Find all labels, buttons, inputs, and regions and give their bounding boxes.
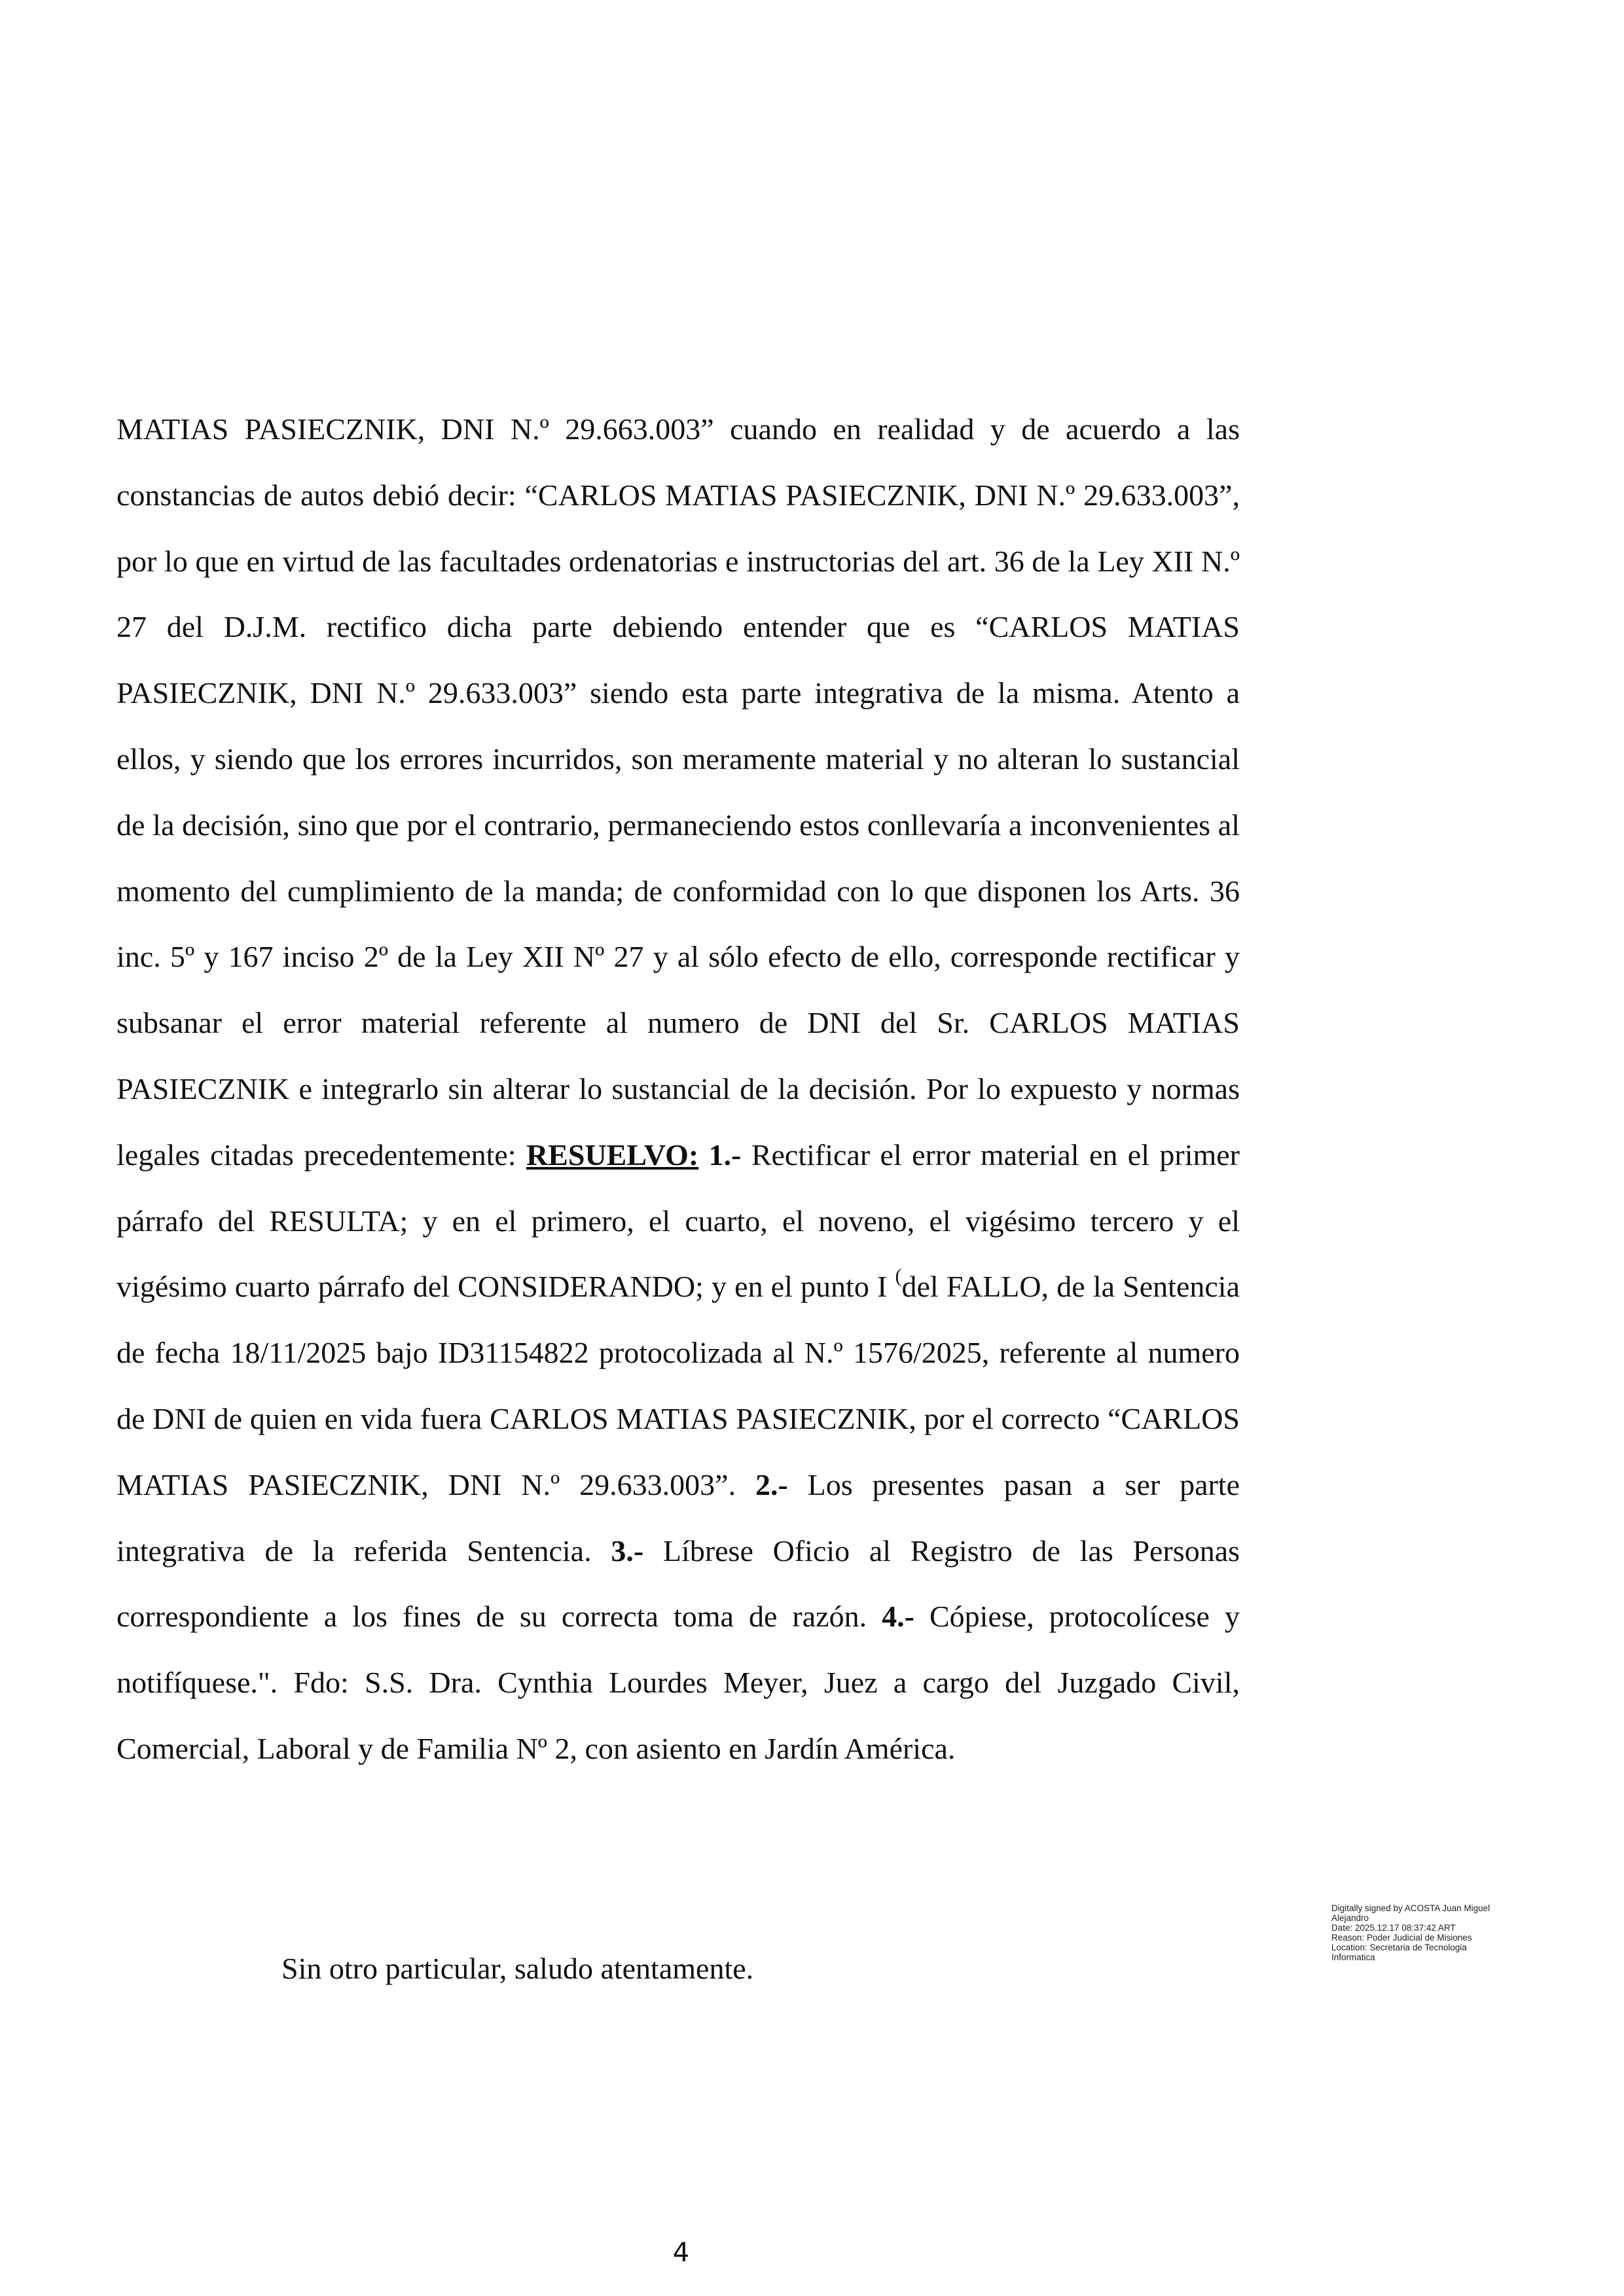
item-2-text: Los presentes pasan a ser parte integrativa de la referida Sentencia. <box>117 1467 1240 1568</box>
item-1-number: 1.- <box>708 1138 742 1172</box>
page-number: 4 <box>672 2238 690 2268</box>
document-body <box>117 397 1240 1782</box>
item-2-number: 2.- <box>755 1467 788 1501</box>
signature-line-signer: Digitally signed by ACOSTA Juan Miguel <box>1331 1903 1490 1913</box>
item-4-text: Cópiese, protocolícese y notifíquese.". Fdo: S.S. Dra. Cynthia Lourdes Meyer, Juez a cargo del Juzgado Civil, Comercial, Laboral y de Familia Nº 2, con asiento en Jardín América. <box>117 1600 1240 1765</box>
item-1-text-b: del FALLO, de la Sentencia de fecha 18/11/2025 bajo ID31154822 protocolizada al N.º 1576/2025, referente al numero de DNI de quien en vida fuera CARLOS MATIAS PASIECZNIK, por el correcto “CARLOS MATIAS PASIECZNIK, DNI N.º 29.633.003”. <box>117 1270 1240 1501</box>
main-paragraph <box>117 397 1240 1782</box>
signature-line-location: Location: Secretaria de Tecnologia <box>1331 1943 1467 1952</box>
signature-line-reason: Reason: Poder Judicial de Misiones <box>1331 1933 1472 1943</box>
signature-line-location-cont: Informatica <box>1331 1952 1375 1962</box>
stray-parenthesis: ( <box>895 1265 902 1287</box>
item-1-text-a: Rectificar el error material en el primer párrafo del RESULTA; y en el primero, el cuarto, el noveno, el vigésimo tercero y el vigésimo cuarto párrafo del CONSIDERANDO; y en el punto I <box>117 1138 1240 1304</box>
signature-line-date: Date: 2025.12.17 08:37:42 ART <box>1331 1923 1456 1933</box>
item-3-number: 3.- <box>611 1534 644 1568</box>
signature-line-signer-cont: Alejandro <box>1331 1913 1369 1923</box>
paragraph-text-intro: MATIAS PASIECZNIK, DNI N.º 29.663.003” cuando en realidad y de acuerdo a las constancias de autos debió decir: “CARLOS MATIAS PASIECZNIK, DNI N.º 29.633.003”, por lo que en virtud de las facultades ordenatorias e instructorias del art. 36 de la Ley XII N.º 27 del D.J.M. rectifico dicha parte debiendo entender que es “CARLOS MATIAS PASIECZNIK, DNI N.º 29.633.003” siendo esta parte integrativa de la misma. Atento a ellos, y siendo que los errores incurridos, son meramente material y no alteran lo sustancial de la decisión, sino que por el contrario, permaneciendo estos conllevaría a inconvenientes al momento del cumplimiento de la manda; de conformidad con lo que disponen los Arts. 36 inc. 5º y 167 inciso 2º de la Ley XII Nº 27 y al sólo efecto de ello, corresponde rectificar y subsanar el error material referente al numero de DNI del Sr. CARLOS MATIAS PASIECZNIK e integrarlo sin alterar lo sustancial de la decisión. Por lo expuesto y normas legales citadas precedentemente: <box>117 412 1240 1172</box>
item-4-number: 4.- <box>882 1600 914 1634</box>
resuelvo-heading: RESUELVO: <box>526 1138 699 1172</box>
closing-line: Sin otro particular, saludo atentamente. <box>281 1952 754 1985</box>
item-3-text: Líbrese Oficio al Registro de las Personas correspondiente a los fines de su correcta toma de razón. <box>117 1534 1240 1634</box>
digital-signature-stamp <box>1331 1903 1547 1962</box>
